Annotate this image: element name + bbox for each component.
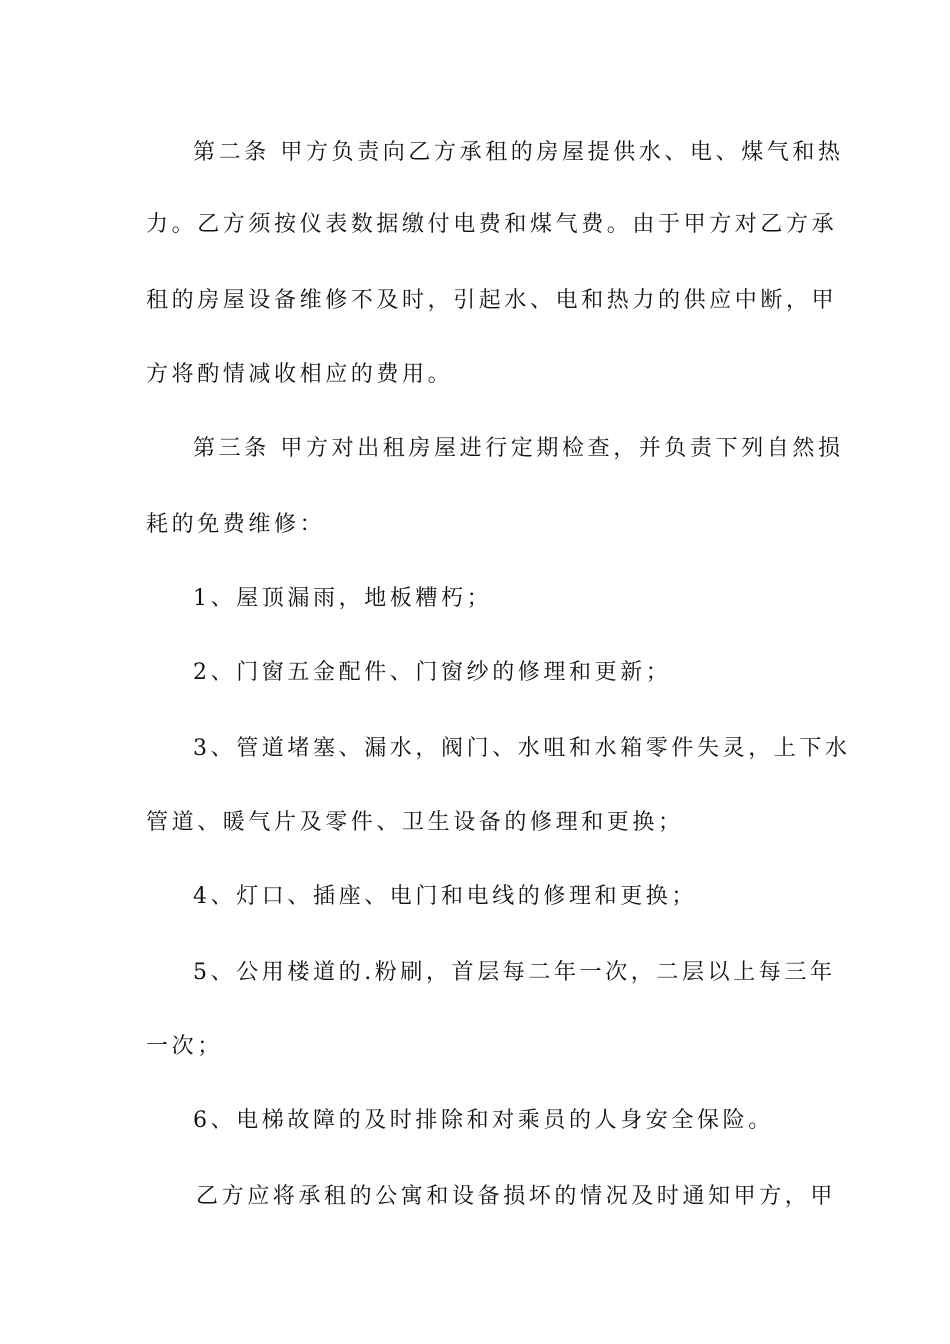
list-item-3-line-2: 管道、暖气片及零件、卫生设备的修理和更换； xyxy=(146,810,684,835)
list-item-1: 1、屋顶漏雨，地板糟朽； xyxy=(193,586,493,611)
article-2-line-4: 方将酌情减收相应的费用。 xyxy=(146,362,454,387)
list-item-5-line-2: 一次； xyxy=(146,1034,223,1059)
article-2-line-3: 租的房屋设备维修不及时，引起水、电和热力的供应中断，甲 xyxy=(146,288,838,313)
list-item-6: 6、电梯故障的及时排除和对乘员的人身安全保险。 xyxy=(193,1108,774,1133)
tenant-obligation-line-1: 乙方应将承租的公寓和设备损坏的情况及时通知甲方，甲 xyxy=(196,1184,837,1209)
article-2-line-1: 第二条 甲方负责向乙方承租的房屋提供水、电、煤气和热 xyxy=(193,140,844,165)
article-3-line-2: 耗的免费维修： xyxy=(146,512,326,537)
article-2-line-2: 力。乙方须按仪表数据缴付电费和煤气费。由于甲方对乙方承 xyxy=(146,212,838,237)
list-item-5-line-1: 5、公用楼道的.粉刷，首层每二年一次，二层以上每三年 xyxy=(193,960,836,985)
list-item-2: 2、门窗五金配件、门窗纱的修理和更新； xyxy=(193,660,672,685)
article-3-line-1: 第三条 甲方对出租房屋进行定期检查，并负责下列自然损 xyxy=(193,436,844,461)
list-item-3-line-1: 3、管道堵塞、漏水，阀门、水咀和水箱零件失灵，上下水 xyxy=(193,736,851,761)
list-item-4: 4、灯口、插座、电门和电线的修理和更换； xyxy=(193,884,697,909)
